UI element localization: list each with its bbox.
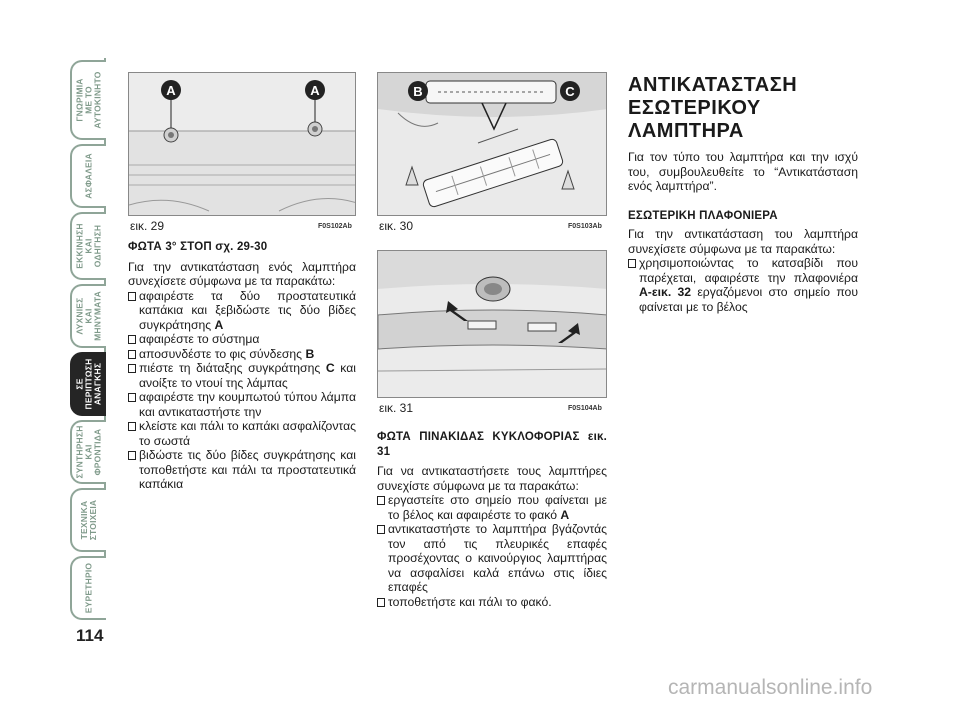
marker-c-label: C (565, 84, 575, 99)
figure-29-illustration (129, 73, 356, 216)
section-title: ΑΝΤΙΚΑΤΑΣΤΑΣΗ ΕΣΩΤΕΡΙΚΟΥ ΛΑΜΠΤΗΡΑ (628, 74, 798, 142)
page-number: 114 (76, 626, 104, 645)
list-item: αφαιρέστε την κουμπωτού τύπου λάμπα και αντικαταστήστε την (128, 390, 356, 419)
column-1-heading: ΦΩΤΑ 3° ΣΤΟΠ σχ. 29-30 (128, 241, 268, 253)
list-item: χρησιμοποιώντας το κατσαβίδι που παρέχεται, αφαιρέστε την πλαφονιέρα A-εικ. 32 εργαζόμενοι στο σημείο που φαίνεται με το βέλος (628, 256, 858, 314)
column-1 (128, 240, 356, 492)
marker-a-left-label: A (166, 83, 176, 98)
watermark: carmanualsonline.info (668, 676, 873, 699)
figure-30-illustration (378, 73, 607, 216)
list-item: αντικαταστήστε το λαμπτήρα βγάζοντάς τον από τις πλευρικές επαφές προσέχοντας ο καινούργιος λαμπτήρας να ασφαλίσει καλά επάνω στις ίδιες επαφές (377, 522, 607, 595)
list-item: τοποθετήστε και πάλι το φακό. (377, 595, 607, 610)
figure-29 (128, 72, 356, 216)
tab-lychnies[interactable]: ΛΥΧΝΙΕΣ ΚΑΙ ΜΗΝΥΜΑΤΑ (70, 284, 106, 348)
list-item: βιδώστε τις δύο βίδες συγκράτησης και τοποθετήστε και πάλι τα προστατευτικά καπάκια (128, 448, 356, 492)
figure-31 (377, 250, 607, 398)
figure-30-caption: εικ. 30 (379, 219, 414, 233)
list-item: εργαστείτε στο σημείο που φαίνεται με το βέλος και αφαιρέστε το φακό A (377, 493, 607, 522)
figure-29-caption: εικ. 29 (130, 219, 165, 233)
tab-gnorimia[interactable]: ΓΝΩΡΙΜΙΑ ΜΕ ΤΟ ΑΥΤΟΚΙΝΗΤΟ (70, 60, 106, 140)
column-2 (377, 430, 607, 609)
tab-texnika[interactable]: ΤΕΧΝΙΚΑ ΣΤΟΙΧΕΙΑ (70, 488, 106, 552)
figure-29-code: F0S102Ab (318, 223, 352, 230)
marker-b-label: B (413, 84, 423, 99)
list-item: αποσυνδέστε το φις σύνδεσης B (128, 347, 356, 362)
figure-31-caption: εικ. 31 (379, 401, 414, 415)
column-2-intro: Για να αντικαταστήσετε τους λαμπτήρες συνεχίστε σύμφωνα με τα παρακάτω: (377, 464, 607, 493)
column-2-heading: ΦΩΤΑ ΠΙΝΑΚΙΔΑΣ ΚΥΚΛΟΦΟΡΙΑΣ εικ. 31 (377, 431, 607, 458)
column-3-intro: Για τον τύπο του λαμπτήρα και την ισχύ του, συμβουλευθείτε το “Αντικατάσταση ενός λαμπτήρα”. (628, 150, 858, 193)
list-item: αφαιρέστε τα δύο προστατευτικά καπάκια και ξεβιδώστε τις δύο βίδες συγκράτησης A (128, 289, 356, 333)
tab-ekkinisi[interactable]: ΕΚΚΙΝΗΣΗ ΚΑΙ ΟΔΗΓΗΣΗ (70, 212, 106, 280)
list-item: πιέστε τη διάταξης συγκράτησης C και ανοίξτε το ντουί της λάμπας (128, 361, 356, 390)
figure-31-code: F0S104Ab (568, 405, 602, 412)
column-3 (628, 150, 858, 314)
figure-30 (377, 72, 607, 216)
figure-30-code: F0S103Ab (568, 223, 602, 230)
tab-eyretirio[interactable]: ΕΥΡΕΤΗΡΙΟ (70, 556, 106, 620)
column-3-sub-intro: Για την αντικατάσταση του λαμπτήρα συνεχίσετε σύμφωνα με τα παρακάτω: (628, 227, 858, 256)
list-item: αφαιρέστε το σύστημα (128, 332, 356, 347)
tab-asfaleia[interactable]: ΑΣΦΑΛΕΙΑ (70, 144, 106, 208)
tab-anagkis[interactable]: ΣΕ ΠΕΡΙΠΤΩΣΗ ΑΝΑΓΚΗΣ (70, 352, 106, 416)
figure-31-illustration (378, 251, 607, 398)
marker-a-right-label: A (310, 83, 320, 98)
tab-syntirisi[interactable]: ΣΥΝΤΗΡΗΣΗ ΚΑΙ ΦΡΟΝΤΙΔΑ (70, 420, 106, 484)
list-item: κλείστε και πάλι το καπάκι ασφαλίζοντας το σωστά (128, 419, 356, 448)
column-3-subheading: ΕΣΩΤΕΡΙΚΗ ΠΛΑΦΟΝΙΕΡΑ (628, 209, 778, 222)
column-1-intro: Για την αντικατάσταση ενός λαμπτήρα συνεχίσετε σύμφωνα με τα παρακάτω: (128, 259, 356, 288)
